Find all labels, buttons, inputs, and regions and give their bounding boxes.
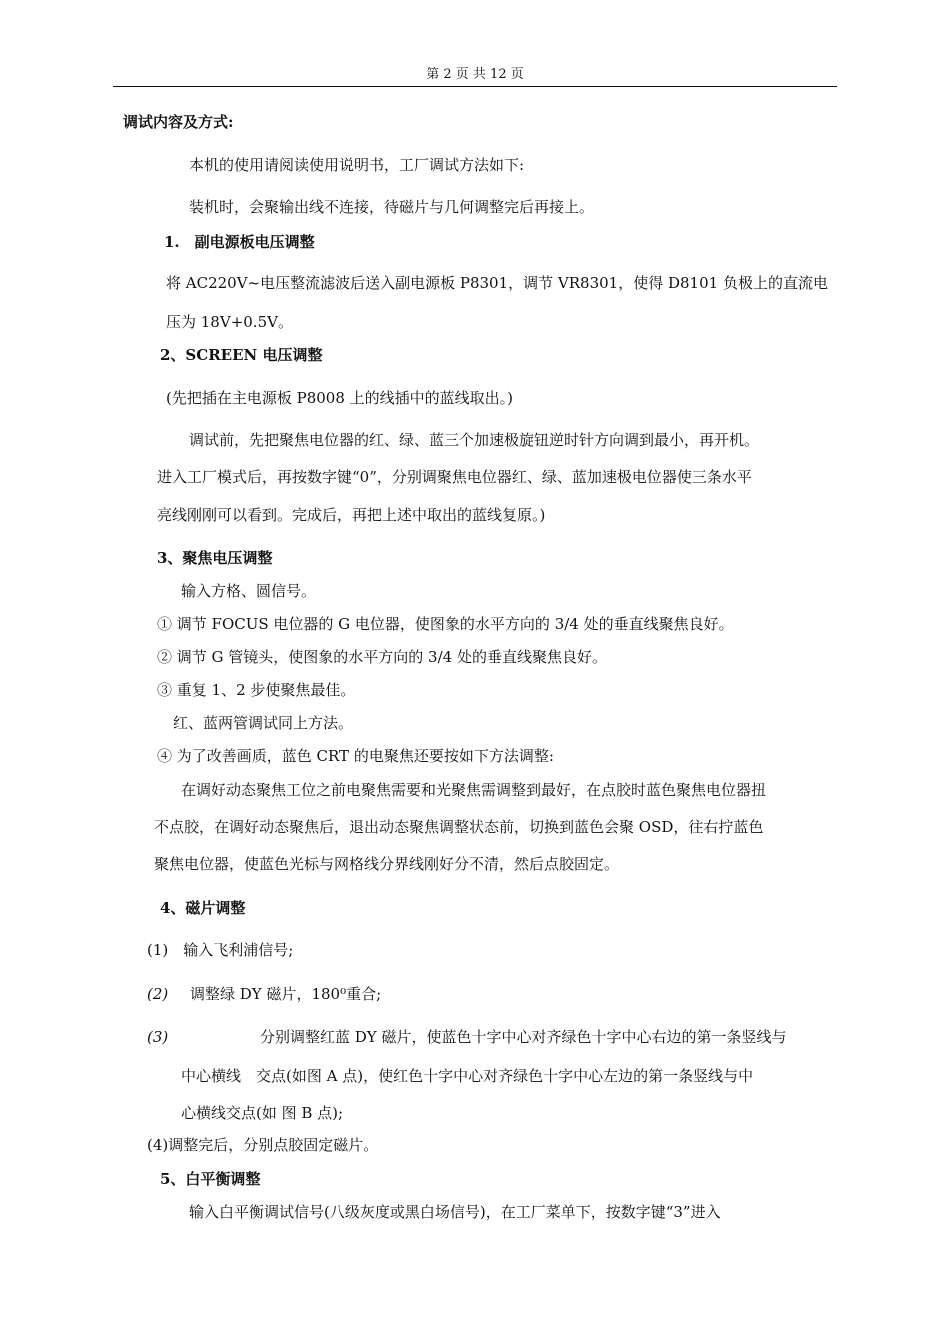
paragraph-line: 调试前，先把聚焦电位器的红、绿、蓝三个加速极旋钮逆时针方向调到最小，再开机。 bbox=[189, 431, 760, 449]
paragraph-line: 输入方格、圆信号。 bbox=[181, 582, 317, 600]
paragraph-line: 本机的使用请阅读使用说明书，工厂调试方法如下: bbox=[189, 156, 525, 174]
list-item: (1) 输入飞利浦信号; bbox=[147, 941, 294, 959]
section-heading-debug-content: 调试内容及方式: bbox=[123, 113, 234, 131]
paragraph-line: 心横线交点(如 图 B 点); bbox=[181, 1104, 344, 1122]
list-item: ④ 为了改善画质，蓝色 CRT 的电聚焦还要按如下方法调整: bbox=[157, 747, 554, 765]
list-item-number: (3) bbox=[147, 1028, 169, 1046]
page-number-header: 第 2 页 共 12 页 bbox=[426, 67, 524, 82]
paragraph-line: 装机时，会聚输出线不连接，待磁片与几何调整完后再接上。 bbox=[189, 198, 595, 216]
section-heading-5: 5、白平衡调整 bbox=[160, 1170, 261, 1188]
paragraph-line: 输入白平衡调试信号(八级灰度或黑白场信号)，在工厂菜单下，按数字键“3”进入 bbox=[189, 1203, 721, 1221]
paragraph-line: 中心横线 交点(如图 A 点)，使红色十字中心对齐绿色十字中心左边的第一条竖线与中 bbox=[181, 1067, 754, 1085]
paragraph-line: 亮线刚刚可以看到。完成后，再把上述中取出的蓝线复原。) bbox=[157, 506, 546, 524]
list-item: ① 调节 FOCUS 电位器的 G 电位器，使图象的水平方向的 3/4 处的垂直线聚焦良好。 bbox=[157, 615, 734, 633]
section-heading-1: 1. 副电源板电压调整 bbox=[164, 233, 315, 251]
paragraph-line: 压为 18V+0.5V。 bbox=[166, 313, 293, 331]
paragraph-line: 红、蓝两管调试同上方法。 bbox=[173, 714, 354, 732]
paragraph-line: 不点胶，在调好动态聚焦后，退出动态聚焦调整状态前，切换到蓝色会聚 OSD，往右拧蓝色 bbox=[154, 818, 764, 836]
list-item: ② 调节 G 管镜头，使图象的水平方向的 3/4 处的垂直线聚焦良好。 bbox=[157, 648, 607, 666]
list-item-number: (2) bbox=[147, 985, 169, 1003]
paragraph-line: 进入工厂模式后，再按数字键“0”，分别调聚焦电位器红、绿、蓝加速极电位器使三条水平 bbox=[157, 468, 752, 486]
list-item: 调整绿 DY 磁片，180⁰重合; bbox=[190, 985, 382, 1003]
list-item: 分别调整红蓝 DY 磁片，使蓝色十字中心对齐绿色十字中心右边的第一条竖线与 bbox=[260, 1028, 787, 1046]
section-heading-2: 2、SCREEN 电压调整 bbox=[160, 346, 323, 364]
paragraph-line: 将 AC220V~电压整流滤波后送入副电源板 P8301，调节 VR8301，使得 D8101 负极上的直流电 bbox=[166, 274, 828, 292]
paragraph-line: 在调好动态聚焦工位之前电聚焦需要和光聚焦需调整到最好，在点胶时蓝色聚焦电位器扭 bbox=[181, 781, 767, 799]
section-heading-3: 3、聚焦电压调整 bbox=[157, 549, 273, 567]
list-item: ③ 重复 1、2 步使聚焦最佳。 bbox=[157, 681, 356, 699]
paragraph-line: (先把插在主电源板 P8008 上的线插中的蓝线取出。) bbox=[166, 389, 514, 407]
header-divider bbox=[113, 86, 837, 87]
paragraph-line: 聚焦电位器，使蓝色光标与网格线分界线刚好分不清，然后点胶固定。 bbox=[154, 855, 620, 873]
section-heading-4: 4、磁片调整 bbox=[160, 899, 246, 917]
list-item: (4)调整完后，分别点胶固定磁片。 bbox=[147, 1136, 379, 1154]
